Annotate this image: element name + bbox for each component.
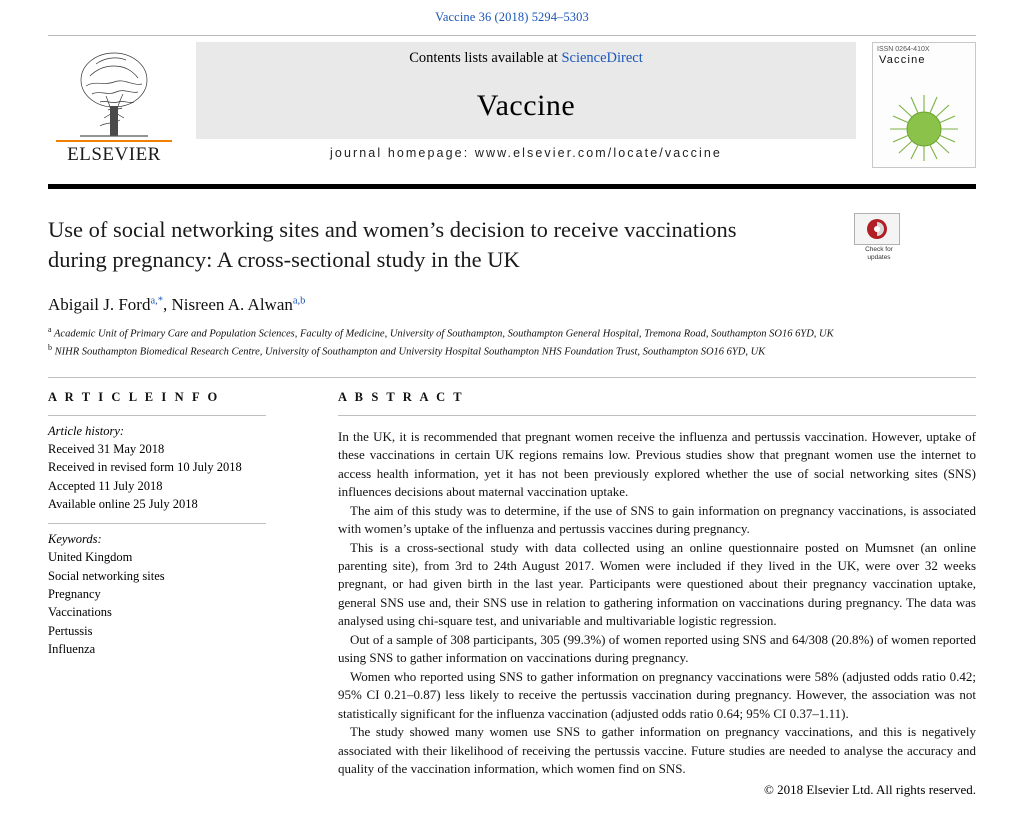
- info-abstract-columns: [48, 377, 976, 799]
- abstract-column: [288, 390, 976, 799]
- affiliation-item: [48, 324, 976, 342]
- keyword-item: Vaccinations: [48, 605, 112, 620]
- article-info-column: [48, 390, 288, 799]
- crossmark-icon: [854, 213, 900, 245]
- masthead-divider: [48, 184, 976, 189]
- history-item: Received in revised form 10 July 2018: [48, 460, 242, 475]
- article-info-divider: [48, 415, 266, 416]
- sciencedirect-link[interactable]: ScienceDirect: [561, 50, 643, 66]
- keywords-heading: Keywords:: [48, 532, 102, 547]
- abstract-paragraph: Out of a sample of 308 participants, 305 (99.3%) of women reported using SNS and 64/308 (20.8%) of women reported using SNS to gather information on vaccinations during pregnancy.: [338, 631, 976, 666]
- history-item: Received 31 May 2018: [48, 441, 165, 456]
- crossmark-label: Check for updates: [865, 246, 893, 262]
- history-item: Available online 25 July 2018: [48, 496, 198, 511]
- elsevier-wordmark: ELSEVIER: [56, 140, 172, 166]
- elsevier-logo: [48, 42, 180, 176]
- masthead-center: [196, 42, 856, 168]
- journal-title: Vaccine: [476, 89, 576, 122]
- affiliation-text: NIHR Southampton Biomedical Research Centre, University of Southampton and University Hospital Southampton NHS Foundation Trust, Southampton SO16 6YD, UK: [54, 346, 766, 358]
- page-title: Use of social networking sites and women’s decision to receive vaccinations during pregnancy: A cross-sectional study in the UK: [48, 217, 737, 273]
- affiliation-mark: b: [48, 343, 52, 353]
- contents-prefix: Contents lists available at: [409, 50, 562, 66]
- abstract-heading: A B S T R A C T: [338, 389, 465, 404]
- elsevier-tree-icon: [70, 46, 158, 138]
- author-name: Nisreen A. Alwan: [171, 295, 293, 314]
- article-info-heading: A R T I C L E I N F O: [48, 389, 220, 404]
- article-history-heading: Article history:: [48, 423, 125, 438]
- abstract-divider: [338, 415, 976, 416]
- keyword-item: Pregnancy: [48, 587, 101, 602]
- keyword-item: United Kingdom: [48, 550, 133, 565]
- contents-available-line: [409, 50, 643, 67]
- affiliations: [48, 324, 976, 361]
- abstract-paragraph: The aim of this study was to determine, if the use of SNS to gain information on pregnancy vaccinations, is associated with women’s uptake of the influenza and pertussis vaccines during pregnancy.: [338, 502, 976, 537]
- affiliation-text: Academic Unit of Primary Care and Population Sciences, Faculty of Medicine, University of Southampton, Southampton General Hospital, Tremona Road, Southampton SO16 6YD, UK: [54, 328, 834, 340]
- running-head: Vaccine 36 (2018) 5294–5303: [435, 10, 589, 24]
- keyword-item: Pertussis: [48, 623, 93, 638]
- title-block: [48, 215, 976, 281]
- journal-homepage-link[interactable]: journal homepage: www.elsevier.com/locate/vaccine: [196, 139, 856, 168]
- crossmark-glyph-icon: [865, 217, 889, 241]
- virus-illustration-icon: [885, 89, 963, 163]
- journal-cover-thumbnail[interactable]: [872, 42, 976, 168]
- history-item: Accepted 11 July 2018: [48, 478, 163, 493]
- cover-issn: ISSN 0264-410X: [877, 46, 930, 53]
- copyright-notice: © 2018 Elsevier Ltd. All rights reserved.: [763, 782, 976, 798]
- abstract-paragraph: Women who reported using SNS to gather information on pregnancy vaccinations were 58% (adjusted odds ratio 0.42; 95% CI 0.21–0.87) less likely to receive the pertussis vaccination during pregnancy. However, the association was not statistically significant for the influenza vaccination (adjusted odds ratio 0.64; 95% CI 0.37–1.11).: [338, 668, 976, 721]
- affiliation-item: [48, 342, 976, 360]
- author-list: [48, 295, 976, 315]
- abstract-paragraph: In the UK, it is recommended that pregnant women receive the influenza and pertussis vaccination. However, uptake of these vaccinations in certain UK regions remains low. Previous studies show that pregnant women use the internet to access health information, yet it has not been previously explored whether the use of social networking sites (SNS) influences decisions about maternal vaccination uptake.: [338, 428, 976, 500]
- keyword-item: Influenza: [48, 642, 96, 657]
- author-name: Abigail J. Ford: [48, 295, 151, 314]
- keywords-divider: [48, 523, 266, 524]
- keyword-item: Social networking sites: [48, 568, 165, 583]
- author-separator: ,: [163, 295, 172, 314]
- journal-masthead: [48, 35, 976, 176]
- abstract-paragraph: This is a cross-sectional study with data collected using an online questionnaire posted on Mumsnet (an online parenting site), from 3rd to 24th August 2017. Women were included if they lived in the UK, were over 32 weeks pregnant, or had given birth in the last year. Participants were questioned about their pregnancy vaccination uptake, general SNS use and, their SNS use in relation to gathering information on vaccinations during pregnancy. The data was analysed using chi-square test, and univariable and multivariable logistic regression.: [338, 539, 976, 629]
- author-affil-marks[interactable]: a,b: [292, 295, 306, 307]
- abstract-body: [338, 428, 976, 779]
- author-affil-marks[interactable]: a,*: [150, 295, 164, 307]
- crossmark-badge[interactable]: [854, 213, 904, 262]
- cover-title: Vaccine: [879, 54, 926, 66]
- abstract-paragraph: The study showed many women use SNS to gather information on pregnancy vaccinations, and this is negatively associated with their likelihood of receiving the pertussis vaccine. Future studies are needed to analyse the accuracy and quality of the vaccination information, which women find on SNS.: [338, 724, 976, 776]
- affiliation-mark: a: [48, 325, 52, 334]
